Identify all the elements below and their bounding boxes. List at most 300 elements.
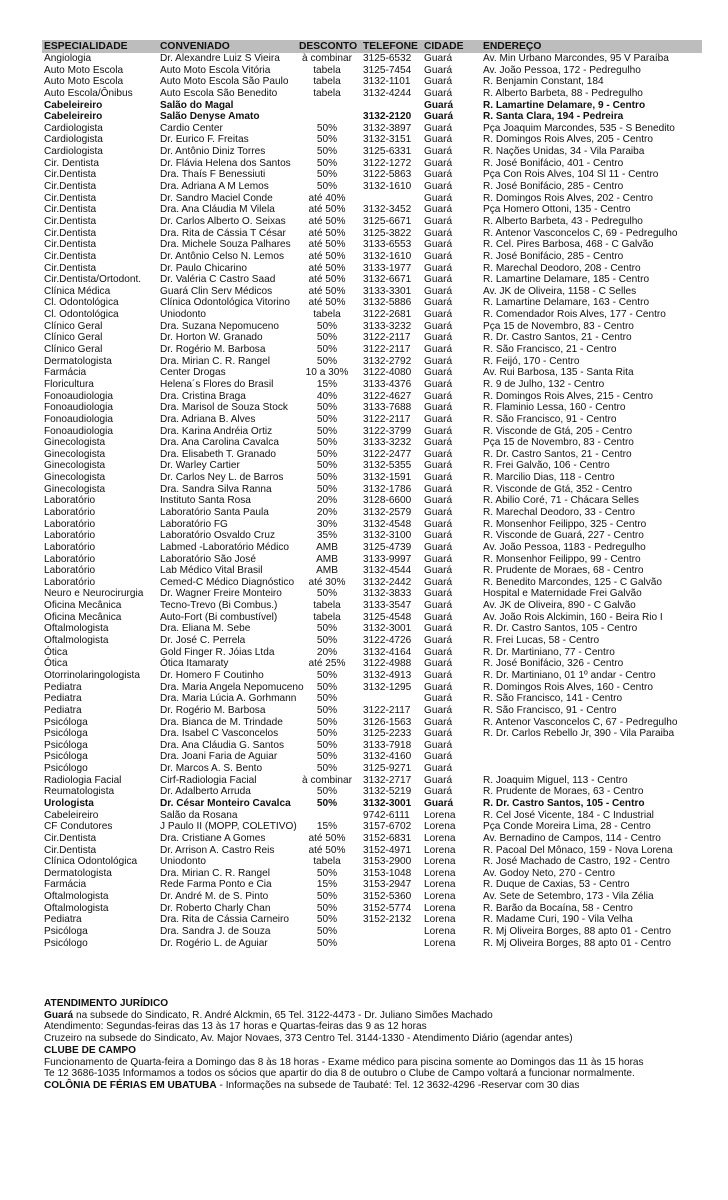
cell-desconto: 50% <box>316 320 338 332</box>
cell-especialidade: Pediatra <box>44 681 82 693</box>
cell-cidade: Guará <box>424 751 453 763</box>
cell-especialidade: Ginecologista <box>44 472 106 484</box>
cell-especialidade: Dermatologista <box>44 355 112 367</box>
header-conveniado: CONVENIADO <box>160 41 230 52</box>
juridico-city: Guará <box>44 1009 74 1021</box>
cell-endereco: R. José Bonifácio, 285 - Centro <box>483 250 624 262</box>
cell-desconto: até 50% <box>308 227 346 239</box>
cell-endereco: R. Cel. Pires Barbosa, 468 - C Galvão <box>483 239 654 251</box>
cell-conveniado: Salão do Magal <box>160 99 234 111</box>
cell-desconto: 50% <box>316 798 338 809</box>
cell-telefone: 3132-2717 <box>363 774 412 786</box>
cell-endereco: Av. Sete de Setembro, 173 - Vila Zélia <box>483 891 654 903</box>
cell-especialidade: Dermatologista <box>44 867 112 879</box>
cell-endereco: Pça 15 de Novembro, 83 - Centro <box>483 437 634 449</box>
cell-conveniado: Dr. Rogério L. de Aguiar <box>160 937 268 949</box>
cell-endereco: R. Santa Clara, 194 - Pedreira <box>483 111 624 123</box>
cell-endereco: R. Monsenhor Feilippo, 325 - Centro <box>483 518 647 530</box>
cell-especialidade: Clínico Geral <box>44 332 103 344</box>
cell-desconto: 50% <box>316 669 338 681</box>
cell-especialidade: Cardiologista <box>44 134 103 146</box>
cell-cidade: Guará <box>424 157 453 169</box>
cell-conveniado: Gold Finger R. Jóias Ltda <box>160 646 275 658</box>
cell-desconto: tabela <box>313 600 341 612</box>
cell-endereco: Av. Godoy Neto, 270 - Centro <box>483 867 616 879</box>
cell-conveniado: Dr. Flávia Helena dos Santos <box>160 157 291 169</box>
cell-especialidade: Laboratório <box>44 541 96 553</box>
cell-desconto: 50% <box>316 704 338 716</box>
table-row <box>42 484 702 496</box>
cell-especialidade: Urologista <box>44 798 94 809</box>
cell-telefone: 3132-3151 <box>363 134 412 146</box>
cell-cidade: Guará <box>424 355 453 367</box>
cell-cidade: Guará <box>424 472 453 484</box>
cell-telefone: 3152-2132 <box>363 914 412 926</box>
cell-desconto: até 50% <box>308 204 346 216</box>
table-row <box>42 123 702 135</box>
cell-conveniado: Laboratório Santa Paula <box>160 506 269 518</box>
cell-desconto: 50% <box>316 763 338 775</box>
cell-endereco: R. José Bonifácio, 285 - Centro <box>483 181 624 193</box>
cell-cidade: Guará <box>424 297 453 309</box>
cell-cidade: Guará <box>424 378 453 390</box>
table-row <box>42 612 702 624</box>
cell-conveniado: Dr. Alexandre Luiz S Vieira <box>160 53 280 64</box>
cell-especialidade: Psicóloga <box>44 751 88 763</box>
cell-conveniado: Dra. Isabel C Vasconcelos <box>160 728 279 740</box>
table-row <box>42 740 702 752</box>
cell-desconto: 50% <box>316 716 338 728</box>
cell-endereco: R. Duque de Caxias, 53 - Centro <box>483 879 630 891</box>
cell-conveniado: Dra. Elisabeth T. Granado <box>160 448 276 460</box>
cell-cidade: Guará <box>424 64 453 76</box>
cell-desconto: até 50% <box>308 239 346 251</box>
cell-desconto: até 50% <box>308 285 346 297</box>
cell-endereco: Av. JK de Oliveira, 890 - C Galvão <box>483 600 636 612</box>
cell-cidade: Lorena <box>424 844 456 856</box>
table-row <box>42 472 702 484</box>
colonia-ferias-title: COLÔNIA DE FÉRIAS EM UBATUBA <box>44 1079 217 1091</box>
cell-desconto: tabela <box>313 309 341 321</box>
cell-conveniado: Salão Denyse Amato <box>160 111 260 123</box>
cell-telefone: 3132-3001 <box>363 798 412 809</box>
cell-desconto: à combinar <box>302 774 352 786</box>
cell-desconto: 50% <box>316 472 338 484</box>
cell-cidade: Guará <box>424 332 453 344</box>
cell-desconto: 50% <box>316 728 338 740</box>
cell-endereco: R. Comendador Rois Alves, 177 - Centro <box>483 309 666 321</box>
cell-cidade: Guará <box>424 728 453 740</box>
cell-cidade: Lorena <box>424 856 456 868</box>
table-row <box>42 903 702 915</box>
table-row <box>42 239 702 251</box>
table-row <box>42 751 702 763</box>
cell-endereco: R. Feijó, 170 - Centro <box>483 355 580 367</box>
cell-especialidade: Reumatologista <box>44 786 115 798</box>
cell-desconto: 50% <box>316 739 338 751</box>
table-row <box>42 181 702 193</box>
cell-endereco: R. Joaquim Miguel, 113 - Centro <box>483 774 628 786</box>
cell-endereco: Av. João Rois Alckimin, 160 - Beira Rio I <box>483 611 663 623</box>
cell-cidade: Guará <box>424 181 453 193</box>
cell-endereco: R. Visconde de Guará, 227 - Centro <box>483 530 644 542</box>
table-row <box>42 577 702 589</box>
cell-especialidade: Farmácia <box>44 879 87 891</box>
juridico-line-1 <box>44 1010 704 1022</box>
cell-conveniado: Uniodonto <box>160 856 207 868</box>
cell-desconto: 40% <box>316 390 338 402</box>
header-endereco: ENDEREÇO <box>483 41 542 52</box>
table-row <box>42 623 702 635</box>
cell-cidade: Guará <box>424 518 453 530</box>
cell-cidade: Guará <box>424 669 453 681</box>
table-row <box>42 263 702 275</box>
cell-conveniado: Dr. Warley Cartier <box>160 460 240 472</box>
cell-desconto: 50% <box>316 483 338 495</box>
cell-telefone: 3152-5360 <box>363 891 412 903</box>
cell-especialidade: Cir.Dentista <box>44 227 97 239</box>
cell-endereco: R. Pacoal Del Mônaco, 159 - Nova Lorena <box>483 844 673 856</box>
table-row <box>42 193 702 205</box>
cell-conveniado: Dra. Mirian C. R. Rangel <box>160 867 270 879</box>
cell-conveniado: Dra. Eliana M. Sebe <box>160 623 251 635</box>
cell-telefone: 3132-4913 <box>363 669 412 681</box>
cell-conveniado: Dr. Sandro Maciel Conde <box>160 192 273 204</box>
table-row <box>42 530 702 542</box>
table-row <box>42 146 702 158</box>
table-row <box>42 297 702 309</box>
cell-conveniado: Dr. Valéria C Castro Saad <box>160 274 276 286</box>
header-especialidade: ESPECIALIDADE <box>44 41 128 52</box>
cell-telefone: 9742-6111 <box>363 809 410 821</box>
cell-telefone: 3133-1977 <box>363 262 412 274</box>
cell-cidade: Guará <box>424 611 453 623</box>
table-row <box>42 926 702 938</box>
cell-telefone: 3132-3833 <box>363 588 412 600</box>
cell-cidade: Guará <box>424 204 453 216</box>
cell-conveniado: Dra. Suzana Nepomuceno <box>160 320 279 332</box>
cell-desconto: 15% <box>316 821 338 833</box>
table-row <box>42 76 702 88</box>
cell-cidade: Guará <box>424 646 453 658</box>
cell-cidade: Guará <box>424 320 453 332</box>
cell-conveniado: Dra. Joani Faria de Aguiar <box>160 751 278 763</box>
cell-cidade: Guará <box>424 134 453 146</box>
cell-conveniado: Dra. Marisol de Souza Stock <box>160 402 288 414</box>
cell-especialidade: Ginecologista <box>44 460 106 472</box>
cell-desconto: 50% <box>316 926 338 938</box>
cell-telefone: 3132-3452 <box>363 204 412 216</box>
table-row <box>42 682 702 694</box>
cell-endereco: R. São Francisco, 91 - Centro <box>483 413 617 425</box>
cell-conveniado: Dr. Marcos A. S. Bento <box>160 763 263 775</box>
cell-endereco: R. Marechal Deodoro, 33 - Centro <box>483 506 636 518</box>
cell-conveniado: J Paulo II (MOPP, COLETIVO) <box>160 821 297 833</box>
table-row <box>42 134 702 146</box>
table-row <box>42 309 702 321</box>
cell-especialidade: Cir.Dentista <box>44 250 97 262</box>
cell-conveniado: Dra. Sandra J. de Souza <box>160 926 271 938</box>
cell-desconto: tabela <box>313 87 341 99</box>
cell-desconto: tabela <box>313 76 341 88</box>
cell-cidade: Guará <box>424 576 453 588</box>
cell-cidade: Guará <box>424 309 453 321</box>
cell-desconto: 15% <box>316 879 338 891</box>
cell-conveniado: Dr. Arrison A. Castro Reis <box>160 844 275 856</box>
cell-desconto: AMB <box>316 541 338 553</box>
cell-telefone: 3133-3547 <box>363 600 412 612</box>
cell-especialidade: Clínico Geral <box>44 344 103 356</box>
cell-telefone: 3125-4739 <box>363 541 412 553</box>
juridico-line-2: Atendimento: Segundas-feiras das 13 às 17 horas e Quartas-feiras das 9 as 12 horas <box>44 1021 427 1033</box>
cell-telefone: 3122-4080 <box>363 367 412 379</box>
cell-especialidade: Cir.Dentista <box>44 192 97 204</box>
cell-telefone: 3132-3001 <box>363 623 412 635</box>
cell-especialidade: Pediatra <box>44 914 82 926</box>
cell-desconto: até 50% <box>308 297 346 309</box>
cell-desconto: 50% <box>316 344 338 356</box>
cell-telefone: 3132-3897 <box>363 122 412 134</box>
cell-endereco: Av. Rui Barbosa, 135 - Santa Rita <box>483 367 634 379</box>
cell-cidade: Guará <box>424 169 453 181</box>
cell-telefone: 3133-7688 <box>363 402 412 414</box>
cell-telefone: 3122-4726 <box>363 635 412 647</box>
table-row <box>42 286 702 298</box>
cell-conveniado: Laboratório FG <box>160 518 228 530</box>
table-row <box>42 635 702 647</box>
table-row <box>42 367 702 379</box>
clube-campo-line-2: Te 12 3686-1035 Informamos a todos os sócios que apartir do dia 8 de outubro o Clube de Campo voltará a funcionar normalmente. <box>44 1068 635 1080</box>
cell-cidade: Guará <box>424 437 453 449</box>
cell-telefone: 3132-1295 <box>363 681 412 693</box>
table-row <box>42 647 702 659</box>
cell-especialidade: Cabeleireiro <box>44 111 103 123</box>
cell-telefone: 3133-3301 <box>363 285 412 297</box>
cell-endereco: R. Antenor Vasconcelos C, 67 - Pedregulho <box>483 716 678 728</box>
table-row <box>42 763 702 775</box>
juridico-line-3: Cruzeiro na subsede do Sindicato, Av. Major Novaes, 373 Centro Tel. 3144-1330 - Atendimento Diário (agendar antes) <box>44 1033 573 1045</box>
juridico-line-1-text: na subsede do Sindicato, R. André Alckmin, 65 Tel. 3122-4473 - Dr. Juliano Simões Machado <box>73 1009 493 1021</box>
cell-endereco: R. Dr. Carlos Rebello Jr, 390 - Vila Paraiba <box>483 728 675 740</box>
cell-conveniado: Dr. Carlos Alberto O. Seixas <box>160 215 286 227</box>
cell-cidade: Guará <box>424 402 453 414</box>
table-row <box>42 216 702 228</box>
cell-telefone: 3125-6671 <box>363 215 412 227</box>
cell-cidade: Guará <box>424 623 453 635</box>
cell-conveniado: Dra. Adriana A M Lemos <box>160 181 269 193</box>
cell-telefone: 3126-1563 <box>363 716 412 728</box>
cell-especialidade: Cir.Dentista <box>44 169 97 181</box>
cell-conveniado: Dr. César Monteiro Cavalca <box>160 798 291 809</box>
cell-telefone: 3132-2792 <box>363 355 412 367</box>
cell-especialidade: Laboratório <box>44 495 96 507</box>
cell-telefone: 3132-2579 <box>363 506 412 518</box>
cell-telefone: 3122-3799 <box>363 425 412 437</box>
cell-cidade: Lorena <box>424 879 456 891</box>
cell-telefone: 3128-6600 <box>363 495 412 507</box>
cell-cidade: Guará <box>424 250 453 262</box>
cell-cidade: Guará <box>424 716 453 728</box>
cell-especialidade: Oftalmologista <box>44 635 109 647</box>
cell-desconto: 10 a 30% <box>305 367 349 379</box>
cell-telefone: 3132-1610 <box>363 181 412 193</box>
cell-cidade: Guará <box>424 704 453 716</box>
cell-conveniado: Guará Clin Serv Médicos <box>160 285 273 297</box>
cell-endereco: Av. Min Urbano Marcondes, 95 V Paraíba <box>483 53 669 64</box>
cell-desconto: até 50% <box>308 274 346 286</box>
cell-telefone: 3125-6532 <box>363 53 412 64</box>
cell-desconto: até 40% <box>308 192 346 204</box>
cell-conveniado: Dra. Ana Cláudia M Vilela <box>160 204 275 216</box>
cell-conveniado: Ótica Itamaraty <box>160 658 229 670</box>
cell-cidade: Guará <box>424 658 453 670</box>
cell-especialidade: Laboratório <box>44 553 96 565</box>
cell-telefone: 3153-2900 <box>363 856 412 868</box>
table-row <box>42 705 702 717</box>
table-row <box>42 169 702 181</box>
table-row <box>42 588 702 600</box>
cell-telefone: 3132-4548 <box>363 518 412 530</box>
cell-telefone: 3125-7454 <box>363 64 412 76</box>
table-row <box>42 856 702 868</box>
cell-endereco: R. Mj Oliveira Borges, 88 apto 01 - Centro <box>483 926 671 938</box>
cell-desconto: 50% <box>316 937 338 949</box>
cell-desconto: à combinar <box>302 53 352 64</box>
cell-cidade: Guará <box>424 413 453 425</box>
cell-conveniado: Cirf-Radiologia Facial <box>160 774 257 786</box>
table-row <box>42 891 702 903</box>
cell-telefone: 3122-5863 <box>363 169 412 181</box>
colonia-ferias-line <box>44 1080 704 1092</box>
cell-cidade: Guará <box>424 87 453 99</box>
cell-especialidade: Ótica <box>44 646 68 658</box>
table-row <box>42 344 702 356</box>
cell-telefone: 3132-2120 <box>363 111 412 123</box>
cell-especialidade: Clínica Médica <box>44 285 111 297</box>
cell-telefone: 3132-1610 <box>363 250 412 262</box>
cell-telefone: 3133-3232 <box>363 320 412 332</box>
cell-conveniado: Center Drogas <box>160 367 226 379</box>
cell-cidade: Guará <box>424 239 453 251</box>
table-row <box>42 402 702 414</box>
cell-desconto: 50% <box>316 181 338 193</box>
cell-conveniado: Dra. Sandra Silva Ranna <box>160 483 272 495</box>
cell-cidade: Guará <box>424 553 453 565</box>
cell-telefone: 3153-1048 <box>363 867 412 879</box>
cell-conveniado: Dr. José C. Perrela <box>160 635 246 647</box>
cell-especialidade: Cabeleireiro <box>44 809 99 821</box>
cell-endereco: R. Prudente de Moraes, 68 - Centro <box>483 565 644 577</box>
cell-especialidade: CF Condutores <box>44 821 113 833</box>
cell-cidade: Guará <box>424 448 453 460</box>
cell-cidade: Guará <box>424 786 453 798</box>
cell-endereco: R. Madame Curi, 190 - Vila Velha <box>483 914 633 926</box>
header-telefone: TELEFONE <box>363 41 418 52</box>
cell-cidade: Guará <box>424 693 453 705</box>
cell-telefone: 3133-3232 <box>363 437 412 449</box>
cell-conveniado: Dra. Ana Carolina Cavalca <box>160 437 279 449</box>
cell-endereco: R. Domingos Rois Alves, 205 - Centro <box>483 134 653 146</box>
cell-desconto: 50% <box>316 122 338 134</box>
cell-endereco: R. São Francisco, 91 - Centro <box>483 704 617 716</box>
footer-notes <box>44 998 704 1092</box>
cell-especialidade: Psicóloga <box>44 728 88 740</box>
cell-desconto: 50% <box>316 413 338 425</box>
clube-campo-title: CLUBE DE CAMPO <box>44 1044 136 1056</box>
cell-conveniado: Dra. Cristina Braga <box>160 390 246 402</box>
cell-telefone: 3132-4164 <box>363 646 412 658</box>
cell-endereco: R. Flaminio Lessa, 160 - Centro <box>483 402 626 414</box>
cell-cidade: Guará <box>424 774 453 786</box>
cell-conveniado: Lab Médico Vital Brasil <box>160 565 263 577</box>
cell-telefone: 3125-2233 <box>363 728 412 740</box>
cell-cidade: Guará <box>424 111 454 123</box>
cell-especialidade: Cir.Dentista <box>44 844 97 856</box>
cell-especialidade: Ótica <box>44 658 68 670</box>
cell-especialidade: Fonoaudiologia <box>44 425 114 437</box>
table-row <box>42 65 702 77</box>
juridico-title: ATENDIMENTO JURÍDICO <box>44 998 169 1009</box>
cell-conveniado: Tecno-Trevo (Bi Combus.) <box>160 600 278 612</box>
cell-telefone: 3133-7918 <box>363 739 412 751</box>
cell-telefone: 3152-5774 <box>363 902 412 914</box>
cell-endereco: R. Dr. Castro Santos, 21 - Centro <box>483 448 632 460</box>
cell-desconto: 50% <box>316 751 338 763</box>
cell-conveniado: Auto-Fort (Bi combustível) <box>160 611 278 623</box>
cell-conveniado: Dr. Eurico F. Freitas <box>160 134 249 146</box>
cell-especialidade: Oficina Mecânica <box>44 600 122 612</box>
header-desconto: DESCONTO <box>299 41 358 52</box>
cell-cidade: Guará <box>424 460 453 472</box>
cell-cidade: Lorena <box>424 891 456 903</box>
cell-conveniado: Dra. Maria Angela Nepomuceno <box>160 681 304 693</box>
cell-desconto: até 50% <box>308 250 346 262</box>
cell-desconto: 50% <box>316 635 338 647</box>
table-header <box>42 40 702 53</box>
cell-desconto: 50% <box>316 402 338 414</box>
cell-especialidade: Angiologia <box>44 53 92 64</box>
table-body <box>42 53 702 949</box>
cell-endereco: R. 9 de Julho, 132 - Centro <box>483 378 605 390</box>
cell-conveniado: Dr. André M. de S. Pinto <box>160 891 269 903</box>
cell-conveniado: Dra. Mirian C. R. Rangel <box>160 355 270 367</box>
cell-endereco: R. José Bonifácio, 401 - Centro <box>483 157 624 169</box>
cell-endereco: R. Visconde de Gtá, 205 - Centro <box>483 425 633 437</box>
cell-telefone: 3132-1591 <box>363 472 412 484</box>
cell-conveniado: Dra. Karina Andréia Ortiz <box>160 425 273 437</box>
cell-especialidade: Cl. Odontológica <box>44 297 119 309</box>
cell-desconto: até 50% <box>308 844 346 856</box>
cell-desconto: 50% <box>316 588 338 600</box>
table-row <box>42 437 702 449</box>
table-row <box>42 100 702 112</box>
cell-conveniado: Auto Moto Escola Vitória <box>160 64 271 76</box>
table-row <box>42 914 702 926</box>
cell-conveniado: Dr. Roberto Charly Chan <box>160 902 271 914</box>
cell-conveniado: Laboratório Osvaldo Cruz <box>160 530 276 542</box>
table-row <box>42 449 702 461</box>
cell-conveniado: Uniodonto <box>160 309 207 321</box>
cell-telefone: 3132-1101 <box>363 76 411 88</box>
cell-telefone: 3152-4971 <box>363 844 412 856</box>
cell-desconto: até 50% <box>308 215 346 227</box>
cell-cidade: Lorena <box>424 926 456 938</box>
cell-cidade: Guará <box>424 122 453 134</box>
cell-desconto: 30% <box>316 518 338 530</box>
cell-endereco: R. Lamartine Delamare, 9 - Centro <box>483 99 646 111</box>
cell-telefone: 3125-6331 <box>363 146 412 158</box>
cell-conveniado: Dra. Bianca de M. Trindade <box>160 716 283 728</box>
